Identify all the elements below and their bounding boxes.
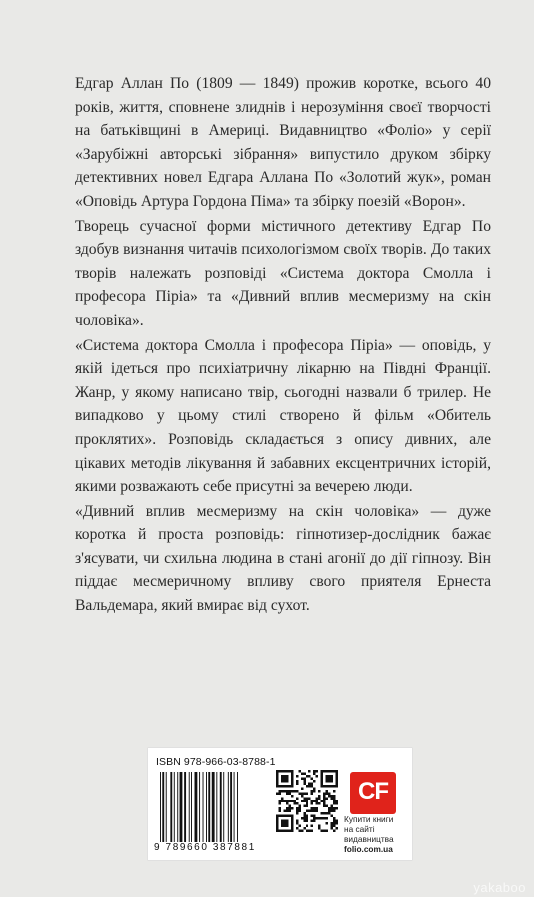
paragraph-1: Едгар Аллан По (1809 — 1849) прожив коротке, всього 40 років, життя, сповнене злиднів і нерозуміння своєї творчості на батьківщині в Америці. Видавництво «Фоліо» у серії «Зарубіжні авторські зібрання» випустило друком збірку детективних новел Едгара Аллана По «Золотий жук», роман «Оповідь Артура Гордона Піма» та збірку поезій «Ворон». [75,75,491,210]
paragraph-4: «Дивний вплив месмеризму на скін чоловіка» — дуже коротка й проста розповідь: гіпнотизер-дослідник бажає з'ясувати, чи схильна людина в стані агонії до дії гіпнозу. Він піддає месмеричному впливу свого приятеля Ернеста Вальдемара, який вмирає від сухот. [75,502,491,615]
buy-line-1: Купити книги [344,814,394,824]
paragraph-3: «Система доктора Смолла і професора Піріа» — оповідь, у якій ідеться про психіатричну лікарню на Півдні Франції. Жанр, у якому написано твір, сьогодні назвали б трилер. Не випадково у цьому стилі створено й фільм «Обитель проклятих». Розповідь складається з опису дивних, але цікавих методів лікування й забавних ексцентричних історій, якими розважають себе присутні за вечерею люди. [75,336,491,496]
buy-line-2: на сайті [344,824,375,834]
publisher-site-link[interactable]: folio.com.ua [344,844,393,854]
watermark-logo: yakaboo [473,880,526,895]
qr-code-icon[interactable] [276,770,338,832]
annotation-text [75,72,491,618]
buy-books-note [344,814,410,854]
buy-line-3: видавництва [344,834,394,844]
barcode-digits: 9 789660 387881 [154,842,256,853]
barcode-icon [158,772,268,842]
publisher-info-panel [148,748,412,860]
isbn-label: ISBN 978-966-03-8788-1 [156,756,276,768]
logo-text: CF [358,778,388,805]
paragraph-2: Творець сучасної форми містичного детективу Едгар По здобув визнання читачів психологізмом своїх творів. До таких творів належать розповіді «Система доктора Смолла і професора Піріа» та «Дивний вплив месмеризму на скін чоловіка». [75,217,491,329]
folio-logo-icon [350,772,396,814]
